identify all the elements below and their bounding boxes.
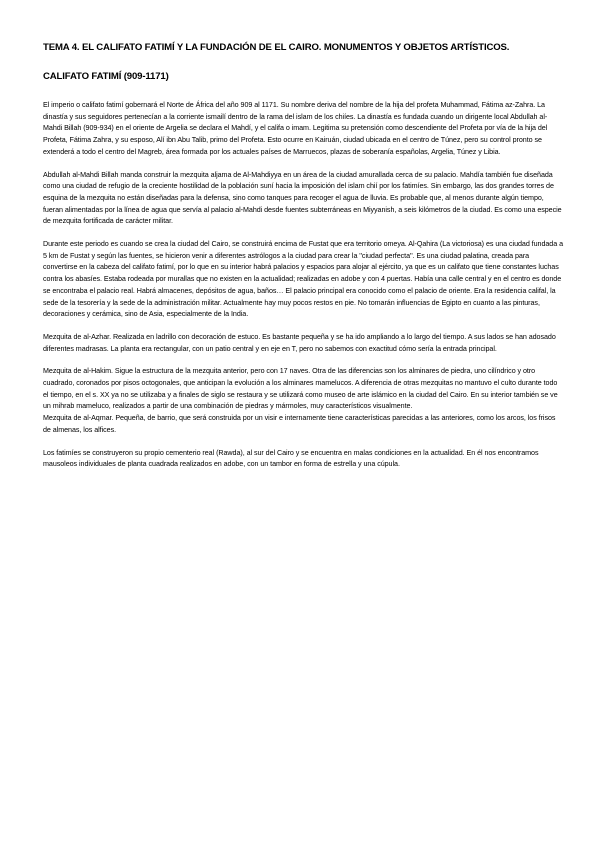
paragraph-mahdiyya: Abdullah al-Mahdi Billah manda construir la mezquita aljama de Al-Mahdiyya en un área de la ciudad amurallada cerca de su palacio. Mahdía también fue diseñada como una ciudad de refugio de la creciente hostilidad de la población suní hacia la imposición del islam chií por los fatimíes. Sin embargo, las dos grandes torres de esquina de la mezquita no están diseñadas para la defensa, sino como tanques para recoger el agua de lluvia. Es probable que, al menos durante algún tiempo, fueran alimentadas por la línea de agua que servía al palacio al-Mahdi desde fuentes subterráneas en Miyyanish, a seis kilómetros de la ciudad. Es como una especie de mezquita fortificada de carácter militar. <box>43 170 562 226</box>
paragraph-intro: El imperio o califato fatimí gobernará el Norte de África del año 909 al 1171. Su nombre deriva del nombre de la hija del profeta Muhammad, Fátima az-Zahra. La dinastía y sus seguidores pertenecían a la corriente ismailí dentro de la rama del islam de los chiíes. La dinastía es fundada cuando un dirigente local Abdullah al-Mahdi Billah (909-934) en el oriente de Argelia se declara el Mahdí, y el califa o imam. Legitima su pretensión como descendiente del Profeta por vía de la hija del Profeta, Fátima Zahra, y su esposo, Alí ibn Abu Talib, primo del Profeta. Esto ocurre en Kairuán, ciudad ubicada en el centro de Túnez, pero su control pronto se extenderá a todo el centro del Magreb, área formada por los actuales países de Marruecos, plazas de soberanía españolas, Argelia, Túnez y Libia. <box>43 101 548 156</box>
paragraph-cairo: Durante este periodo es cuando se crea la ciudad del Cairo, se construirá encima de Fustat que era territorio omeya. Al-Qahira (La victoriosa) es una ciudad fundada a 5 km de Fustat y según las fuentes, se hicieron venir a diferentes astrólogos a la ciudad para crear la ''ciudad perfecta''. Es una ciudad palatina, creada para convertirse en la cabeza del califato fatimí, por lo que en su interior habrá palacios y espacios para alojar al ejército, ya que es un califato que tiene constantes luchas contra los abasíes. Estaba rodeada por murallas que no existen en la actualidad; realizadas en adobe y con 4 puertas. Había una calle central y en el centro es donde se encontraba el palacio real. Habrá almacenes, depósitos de agua, baños… El palacio principal era conocido como el palacio de oriente. Era la residencia califal, la sede de la tesorería y la sede de la administración militar. Actualmente hay muy pocos restos en pie. No tomarán influencias de Egipto en cuanto a las pinturas, decoraciones y cerámica, sino de Asia, especialmente de la India. <box>43 240 564 319</box>
paragraph-cemetery: Los fatimíes se construyeron su propio cementerio real (Rawda), al sur del Cairo y se encuentra en malas condiciones en la actualidad. En él nos encontramos mausoleos individuales de planta cuadrada realizados en adobe, con un tambor en forma de estrella y una cúpula. <box>43 448 539 469</box>
paragraph-al-hakim: Mezquita de al-Hakim. Sigue la estructura de la mezquita anterior, pero con 17 naves. Otra de las diferencias son los alminares de piedra, uno cilíndrico y otro cuadrado, coronados por pisos octogonales, que anticipan la evolución a los alminares mamelucos. A diferencia de otras mezquitas no mantuvo el culto durante todo el tiempo, en el s. XX ya no se utilizaba y a finales de siglo se restaura y se utilizará como museo de arte islámico en la ciudad del Cairo. En su interior también se ve un mihrab mameluco, realizados a partir de una combinación de piedras y mármoles, muy característicos visualmente. <box>43 367 558 411</box>
section-heading: CALIFATO FATIMÍ (909-1171) <box>43 71 169 82</box>
paragraph-al-aqmar: Mezquita de al-Aqmar. Pequeña, de barrio, que será construida por un visir e internamente tiene características parecidas a las anteriores, como los arcos, los frisos de almenas, los alfices. <box>43 414 556 434</box>
paragraph-al-azhar: Mezquita de al-Azhar. Realizada en ladrillo con decoración de estuco. Es bastante pequeña y se ha ido ampliando a lo largo del tiempo. A sus lados se han adosado diferentes madrasas. La planta era rectangular, con un patio central y en eje en T, pero no sabemos con exactitud cómo sería la entrada principal. <box>43 332 556 353</box>
document-body <box>43 100 563 482</box>
page-title: TEMA 4. EL CALIFATO FATIMÍ Y LA FUNDACIÓN DE EL CAIRO. MONUMENTOS Y OBJETOS ARTÍSTICOS. <box>43 42 510 53</box>
